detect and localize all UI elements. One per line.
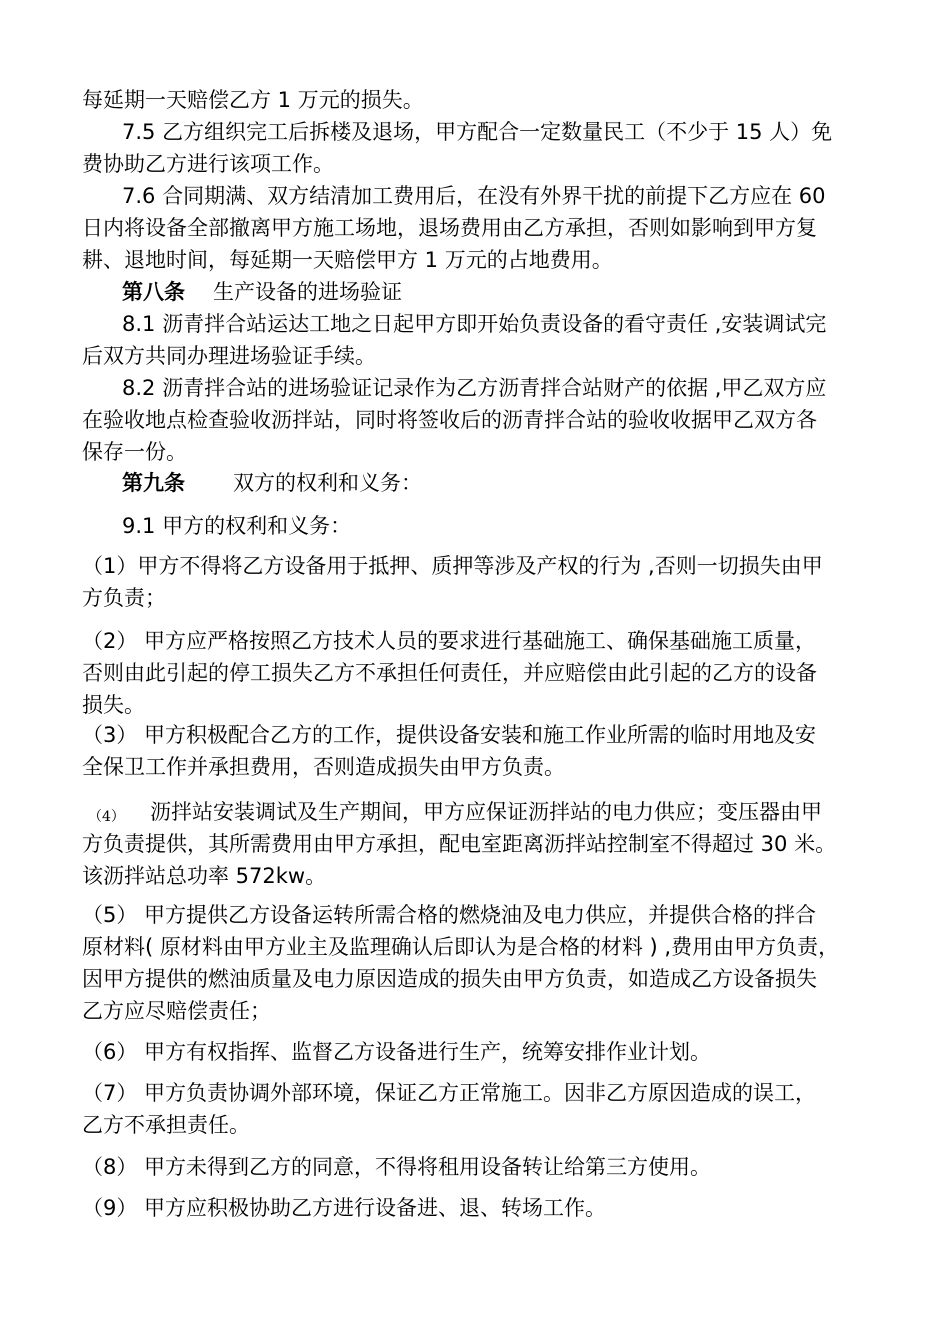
text-line: （2） 甲方应严格按照乙方技术人员的要求进行基础施工、确保基础施工质量， bbox=[82, 629, 817, 653]
text-line: （3） 甲方积极配合乙方的工作，提供设备安装和施工作业所需的临时用地及安 bbox=[82, 723, 817, 747]
item-8 bbox=[82, 1151, 872, 1183]
article-8-heading bbox=[82, 276, 872, 308]
article-9-label: 第九条 bbox=[122, 471, 185, 495]
article-8-title: 生产设备的进场验证 bbox=[213, 280, 402, 304]
text-line: 乙方不承担责任。 bbox=[82, 1113, 250, 1137]
item-7 bbox=[82, 1077, 872, 1141]
text-line: （9） 甲方应积极协助乙方进行设备进、退、转场工作。 bbox=[82, 1196, 607, 1220]
article-9-title: 双方的权利和义务： bbox=[233, 471, 422, 495]
text-line: （6） 甲方有权指挥、监督乙方设备进行生产，统筹安排作业计划。 bbox=[82, 1040, 712, 1064]
item-9 bbox=[82, 1192, 872, 1224]
text-line: 费协助乙方进行该项工作。 bbox=[82, 152, 334, 176]
clause-7-tail bbox=[82, 84, 872, 468]
item-4 bbox=[82, 796, 872, 892]
text-line: 乙方应尽赔偿责任； bbox=[82, 999, 271, 1023]
article-8-label: 第八条 bbox=[122, 280, 185, 304]
text-line: 每延期一天赔偿乙方 1 万元的损失。 bbox=[82, 88, 424, 112]
text-line: 日内将设备全部撤离甲方施工场地，退场费用由乙方承担，否则如影响到甲方复 bbox=[82, 216, 817, 240]
text-line: 9.1 甲方的权利和义务： bbox=[122, 514, 352, 538]
item-2 bbox=[82, 625, 872, 721]
item-4-number: （4） bbox=[88, 809, 125, 825]
text-line: 沥拌站安装调试及生产期间，甲方应保证沥拌站的电力供应；变压器由甲 bbox=[150, 800, 822, 824]
text-line: 在验收地点检查验收沥拌站，同时将签收后的沥青拌合站的验收收据甲乙双方各 bbox=[82, 408, 817, 432]
text-line: 损失。 bbox=[82, 693, 145, 717]
text-line: 7.6 合同期满、双方结清加工费用后，在没有外界干扰的前提下乙方应在 60 bbox=[122, 184, 826, 208]
text-line: 保存一份。 bbox=[82, 440, 187, 464]
article-9-heading bbox=[82, 467, 872, 499]
section-9-1-heading bbox=[82, 510, 872, 542]
text-line: 方负责提供，其所需费用由甲方承担，配电室距离沥拌站控制室不得超过 30 米。 bbox=[82, 832, 837, 856]
item-3 bbox=[82, 719, 872, 783]
text-line: 因甲方提供的燃油质量及电力原因造成的损失由甲方负责，如造成乙方设备损失 bbox=[82, 967, 817, 991]
text-line: 8.2 沥青拌合站的进场验证记录作为乙方沥青拌合站财产的依据 ,甲乙双方应 bbox=[122, 376, 827, 400]
text-line: 8.1 沥青拌合站运达工地之日起甲方即开始负责设备的看守责任 ,安装调试完 bbox=[122, 312, 827, 336]
text-line: 后双方共同办理进场验证手续。 bbox=[82, 344, 376, 368]
text-line: 耕、退地时间，每延期一天赔偿甲方 1 万元的占地费用。 bbox=[82, 248, 613, 272]
item-5 bbox=[82, 899, 872, 1027]
text-line: 7.5 乙方组织完工后拆楼及退场，甲方配合一定数量民工（不少于 15 人）免 bbox=[122, 120, 833, 144]
text-line: 否则由此引起的停工损失乙方不承担任何责任，并应赔偿由此引起的乙方的设备 bbox=[82, 661, 817, 685]
text-line: 方负责； bbox=[82, 586, 166, 610]
text-line: （1）甲方不得将乙方设备用于抵押、质押等涉及产权的行为 ,否则一切损失由甲 bbox=[82, 554, 823, 578]
text-line: （7） 甲方负责协调外部环境，保证乙方正常施工。因非乙方原因造成的误工， bbox=[82, 1081, 817, 1105]
item-1 bbox=[82, 550, 872, 614]
text-line: （5） 甲方提供乙方设备运转所需合格的燃烧油及电力供应，并提供合格的拌合 bbox=[82, 903, 817, 927]
item-6 bbox=[82, 1036, 872, 1068]
text-line: 该沥拌站总功率 572kw。 bbox=[82, 864, 327, 888]
text-line: 原材料( 原材料由甲方业主及监理确认后即认为是合格的材料 ) ,费用由甲方负责， bbox=[82, 935, 840, 959]
text-line: 全保卫工作并承担费用，否则造成损失由甲方负责。 bbox=[82, 755, 565, 779]
text-line: （8） 甲方未得到乙方的同意，不得将租用设备转让给第三方使用。 bbox=[82, 1155, 712, 1179]
